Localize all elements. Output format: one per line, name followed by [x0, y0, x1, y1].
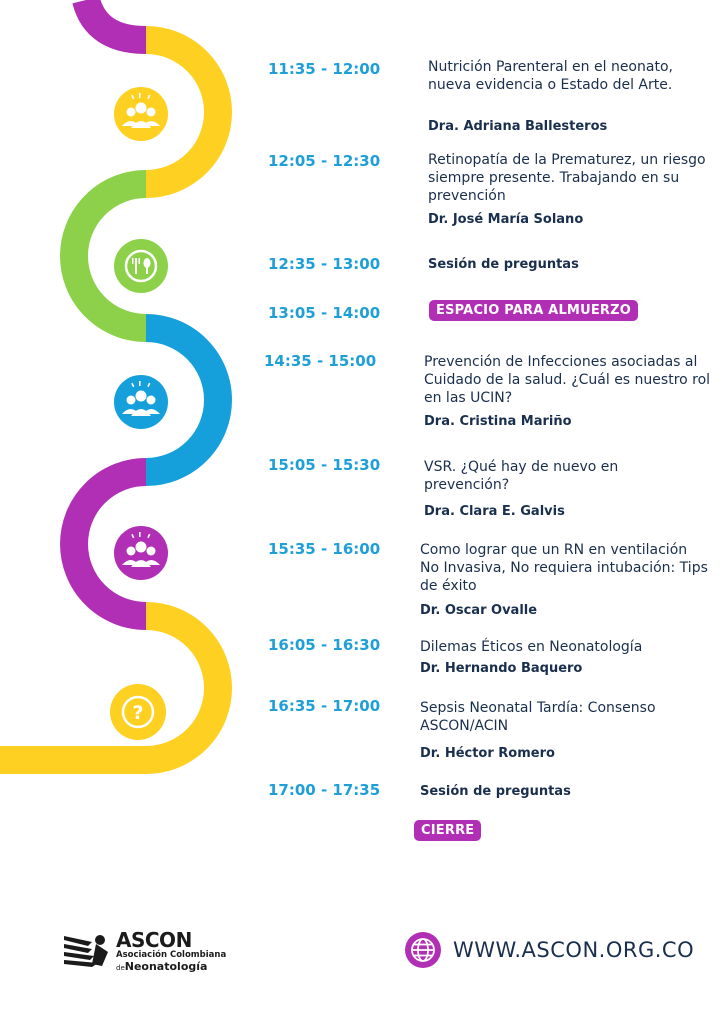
logo-line-1: Asociación Colombiana: [116, 950, 227, 960]
time-slot: 17:00 - 17:35: [268, 781, 381, 799]
talk-title: Nutrición Parenteral en el neonato, nueva evidencia o Estado del Arte.: [428, 59, 673, 93]
speaker-name: Dra. Clara E. Galvis: [424, 504, 565, 519]
time-slot: 16:05 - 16:30: [268, 636, 381, 654]
time-slot: 12:05 - 12:30: [268, 152, 381, 170]
time-slot: 15:05 - 15:30: [268, 456, 381, 474]
speaker-name: Dr. Oscar Ovalle: [420, 603, 538, 618]
svg-text:?: ?: [132, 702, 144, 724]
globe-icon: [405, 932, 441, 968]
talk-title: Prevención de Infecciones asociadas al Cuidado de la salud. ¿Cuál es nuestro rol en las UCIN?: [424, 354, 711, 406]
talk-title: VSR. ¿Qué hay de nuevo en prevención?: [424, 459, 619, 493]
time-slot: 15:35 - 16:00: [268, 540, 381, 558]
questions-session: Sesión de preguntas: [420, 784, 571, 799]
timeline-segment-yellow-2: [0, 616, 218, 760]
talk-title: Sepsis Neonatal Tardía: Consenso ASCON/ACIN: [420, 700, 656, 734]
time-slot: 14:35 - 15:00: [264, 352, 377, 370]
closing-badge: CIERRE: [414, 820, 481, 841]
time-slot: 16:35 - 17:00: [268, 697, 381, 715]
time-slot: 12:35 - 13:00: [268, 255, 381, 273]
talk-title: Como lograr que un RN en ventilación No Invasiva, No requiera intubación: Tips de éxito: [420, 542, 708, 594]
questions-session: Sesión de preguntas: [428, 257, 579, 272]
lunch-badge: ESPACIO PARA ALMUERZO: [429, 300, 638, 321]
people-icon: [114, 526, 168, 580]
logo-line-2: Neonatología: [124, 960, 208, 973]
speaker-name: Dr. José María Solano: [428, 212, 584, 227]
speaker-name: Dra. Adriana Ballesteros: [428, 119, 608, 134]
question-icon: [110, 684, 166, 740]
speaker-name: Dr. Héctor Romero: [420, 746, 555, 761]
talk-title: Dilemas Éticos en Neonatología: [420, 639, 643, 655]
time-slot: 11:35 - 12:00: [268, 60, 381, 78]
logo-line-2-prefix: de: [116, 964, 125, 972]
people-icon: [114, 87, 168, 141]
website-url[interactable]: WWW.ASCON.ORG.CO: [453, 938, 695, 962]
food-icon: [114, 239, 168, 293]
speaker-name: Dra. Cristina Mariño: [424, 414, 572, 429]
timeline-graphic: [0, 0, 260, 780]
talk-title: Retinopatía de la Prematurez, un riesgo siempre presente. Trabajando en su prevención: [428, 152, 706, 204]
people-icon: [114, 375, 168, 429]
speaker-name: Dr. Hernando Baquero: [420, 661, 583, 676]
website-link[interactable]: [405, 932, 694, 968]
time-slot: 13:05 - 14:00: [268, 304, 381, 322]
bird-logo-icon: [62, 930, 110, 974]
ascon-logo: [62, 930, 226, 974]
logo-title: ASCON: [116, 928, 192, 952]
timeline-segment-purple-top: [86, 0, 146, 40]
